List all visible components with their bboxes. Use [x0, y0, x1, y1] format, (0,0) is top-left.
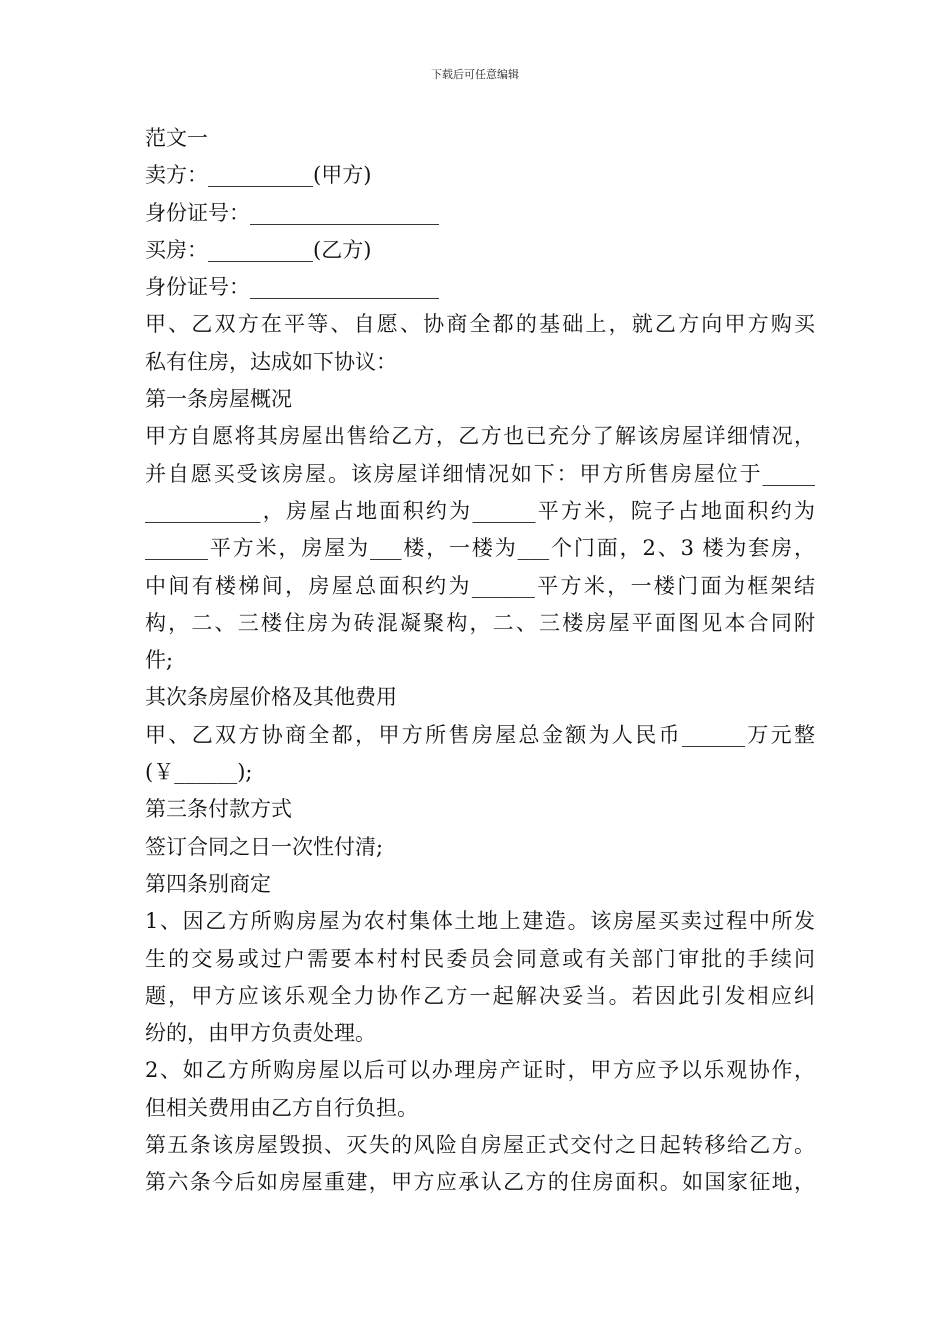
document-line: 买房：__________(乙方): [145, 237, 372, 262]
document-line: 生的交易或过户需要本村村民委员会同意或有关部门审批的手续问: [145, 946, 815, 971]
page-header-note: 下载后可任意编辑: [431, 68, 519, 81]
document-line: 私有住房，达成如下协议：: [145, 349, 397, 374]
document-line: 第三条付款方式: [145, 797, 292, 822]
document-line: 纷的，由甲方负责处理。: [145, 1021, 376, 1046]
document-line: 签订合同之日一次性付清;: [145, 834, 384, 859]
document-line: 卖方：__________(甲方): [145, 163, 372, 188]
document-line: 题，甲方应该乐观全力协作乙方一起解决妥当。若因此引发相应纠: [145, 983, 815, 1008]
document-line: 件;: [145, 648, 174, 673]
document-body: [145, 120, 815, 1202]
document-line: 甲、乙双方协商全都，甲方所售房屋总金额为人民币______万元整: [145, 722, 815, 747]
document-line: 2、如乙方所购房屋以后可以办理房产证时，甲方应予以乐观协作，: [145, 1058, 815, 1083]
document-line: 甲、乙双方在平等、自愿、协商全都的基础上，就乙方向甲方购买: [145, 312, 815, 337]
document-line: 1、因乙方所购房屋为农村集体土地上建造。该房屋买卖过程中所发: [145, 909, 815, 934]
document-line: (￥______);: [145, 760, 253, 785]
document-line: 其次条房屋价格及其他费用: [145, 685, 397, 710]
document-line: 身份证号：__________________: [145, 200, 439, 225]
document-line: 第一条房屋概况: [145, 387, 292, 412]
document-line: ___________，房屋占地面积约为______平方米，院子占地面积约为: [145, 498, 815, 523]
document-line: 甲方自愿将其房屋出售给乙方，乙方也已充分了解该房屋详细情况，: [145, 424, 815, 449]
document-line: 但相关费用由乙方自行负担。: [145, 1095, 418, 1120]
document-line: 第五条该房屋毁损、灭失的风险自房屋正式交付之日起转移给乙方。: [145, 1133, 815, 1158]
document-line: ______平方米，房屋为___楼，一楼为___个门面，2、3 楼为套房，: [145, 536, 815, 561]
document-line: 并自愿买受该房屋。该房屋详细情况如下：甲方所售房屋位于_____: [145, 461, 815, 486]
document-line: 身份证号：__________________: [145, 275, 439, 300]
document-line: 范文一: [145, 126, 208, 150]
document-line: 中间有楼梯间，房屋总面积约为______平方米，一楼门面为框架结: [145, 573, 815, 598]
document-line: 第六条今后如房屋重建，甲方应承认乙方的住房面积。如国家征地，: [145, 1170, 815, 1195]
document-line: 构，二、三楼住房为砖混凝聚构，二、三楼房屋平面图见本合同附: [145, 610, 815, 635]
document-line: 第四条别商定: [145, 871, 271, 896]
